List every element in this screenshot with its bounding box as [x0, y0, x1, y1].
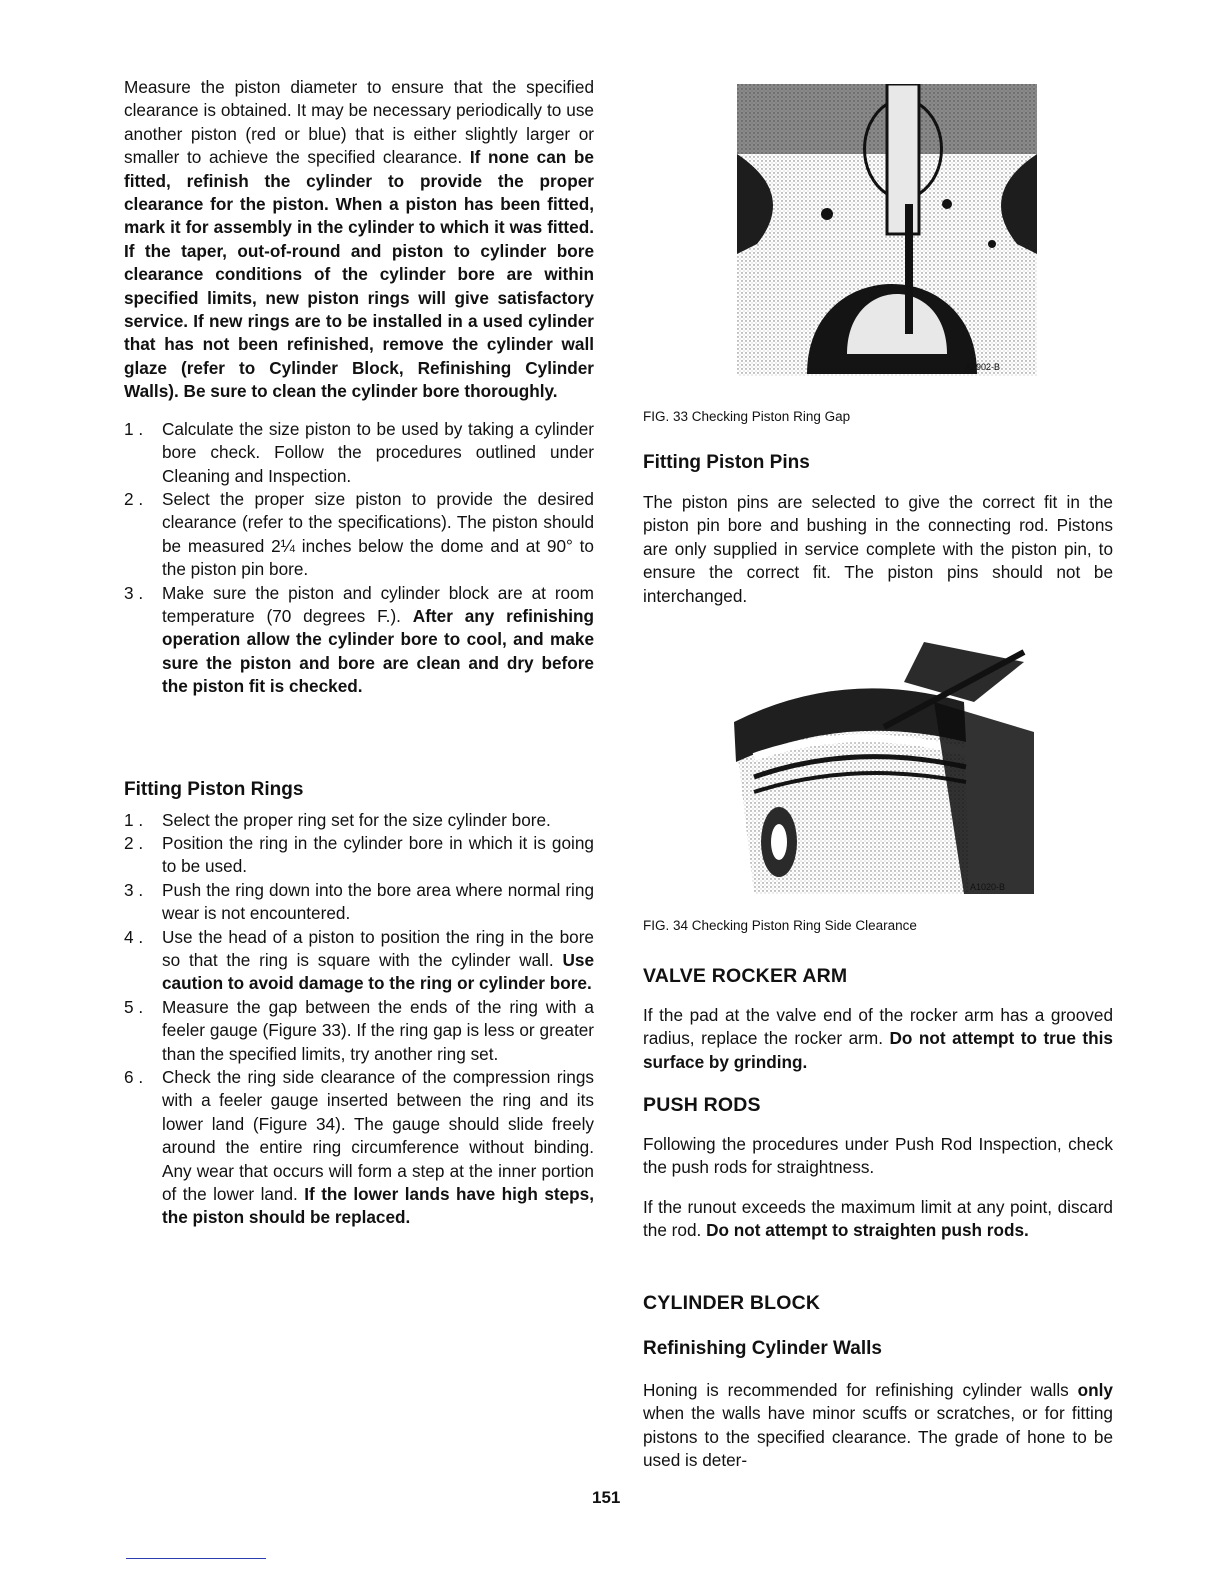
list-item: 4 . Use the head of a piston to position the ring in the bore so that the ring is square with the cylinder wall. Use caution to avoid damage to the ring or cylinder bore. — [124, 926, 594, 994]
fig34-label: A1020-B — [970, 882, 1006, 892]
list-item: 2 . Select the proper size piston to provide the desired clearance (refer to the specifications). The piston should be measured 2¼ inches below the dome and at 90° to the piston pin bore. — [124, 488, 594, 580]
fig33-label: A2902-B — [965, 362, 1001, 372]
rocker-arm-warning: Do not attempt to true this surface by grinding. — [643, 1028, 1113, 1072]
piston-ring-side-clearance-illustration — [734, 642, 1034, 894]
fitting-piston-rings-heading: Fitting Piston Rings — [124, 778, 304, 800]
refinishing-cylinder-walls-heading: Refinishing Cylinder Walls — [643, 1338, 882, 1359]
list-item: 2 . Position the ring in the cylinder bore in which it is going to be used. — [124, 832, 594, 877]
piston-ring-gap-illustration — [737, 84, 1037, 376]
rocker-arm-paragraph — [643, 1004, 1113, 1074]
footer-divider — [126, 1558, 266, 1559]
push-rods-text: If the runout exceeds the maximum limit at any point, discard the rod. — [643, 1197, 1113, 1241]
piston-steps-list — [124, 418, 594, 699]
fig33-photo — [737, 84, 1037, 376]
intro-bold: If none can be fitted, refinish the cylinder to provide the proper clearance for the piston. When a piston has been fitted, mark it for assembly in the cylinder to which it was fitted. If the taper, out-of-round and piston to cylinder bore clearance conditions of the cylinder bore are within specified limits, new piston rings will give satisfactory service. If new rings are to be installed in a used cylinder that has not been refinished, remove the cylinder wall glaze (refer to Cylinder Block, Refinishing Cylinder Walls). Be sure to clean the cylinder bore thoroughly. — [124, 147, 594, 402]
list-item: 3 . Push the ring down into the bore area where normal ring wear is not encountered. — [124, 879, 594, 924]
push-rods-paragraph-2 — [643, 1196, 1113, 1243]
fitting-piston-pins-heading: Fitting Piston Pins — [643, 452, 810, 473]
piston-pins-paragraph: The piston pins are selected to give the correct fit in the piston pin bore and bushing in the connecting rod. Pistons are only supplied in service complete with the piston pin, to ensure the correct fit. The piston pins should not be interchanged. — [643, 492, 1113, 606]
fig34-photo — [734, 642, 1034, 894]
ring-steps-list — [124, 809, 594, 1230]
intro-plain: Measure the piston diameter to ensure that the specified clearance is obtained. It may be necessary periodically to use another piston (red or blue) that is either slightly larger or smaller to achieve the specified clearance. — [124, 77, 594, 168]
left-column — [124, 76, 594, 1230]
list-item: 6 . Check the ring side clearance of the compression rings with a feeler gauge inserted between the ring and its lower land (Figure 34). The gauge should slide freely around the entire ring circumference without binding. Any wear that occurs will form a step at the inner portion of the lower land. If the lower lands have high steps, the piston should be replaced. — [124, 1067, 594, 1228]
page-number: 151 — [592, 1488, 621, 1507]
fig34-caption: FIG. 34 Checking Piston Ring Side Clearance — [643, 918, 917, 933]
fig33-caption: FIG. 33 Checking Piston Ring Gap — [643, 409, 851, 424]
push-rods-warning: Do not attempt to straighten push rods. — [706, 1220, 1029, 1241]
list-item: 1 . Calculate the size piston to be used by taking a cylinder bore check. Follow the procedures outlined under Cleaning and Inspection. — [124, 418, 594, 486]
push-rods-paragraph-1: Following the procedures under Push Rod Inspection, check the push rods for straightness. — [643, 1134, 1113, 1178]
list-item: 3 . Make sure the piston and cylinder block are at room temperature (70 degrees F.). After any refinishing operation allow the cylinder bore to cool, and make sure the piston and bore are clean and dry before the piston fit is checked. — [124, 582, 594, 697]
list-item: 5 . Measure the gap between the ends of the ring with a feeler gauge (Figure 33). If the ring gap is less or greater than the specified limits, try another ring set. — [124, 996, 594, 1064]
intro-paragraph — [124, 76, 594, 404]
list-item: 1 . Select the proper ring set for the size cylinder bore. — [124, 809, 551, 830]
push-rods-heading: PUSH RODS — [643, 1094, 761, 1116]
valve-rocker-arm-heading: VALVE ROCKER ARM — [643, 965, 848, 987]
cylinder-block-heading: CYLINDER BLOCK — [643, 1292, 821, 1314]
rocker-arm-text: If the pad at the valve end of the rocker arm has a grooved radius, replace the rocker arm. — [643, 1005, 1113, 1049]
refinishing-paragraph: Honing is recommended for refinishing cylinder walls only when the walls have minor scuffs or scratches, or for fitting pistons to the specified clearance. The grade of hone to be used is deter- — [643, 1380, 1113, 1471]
